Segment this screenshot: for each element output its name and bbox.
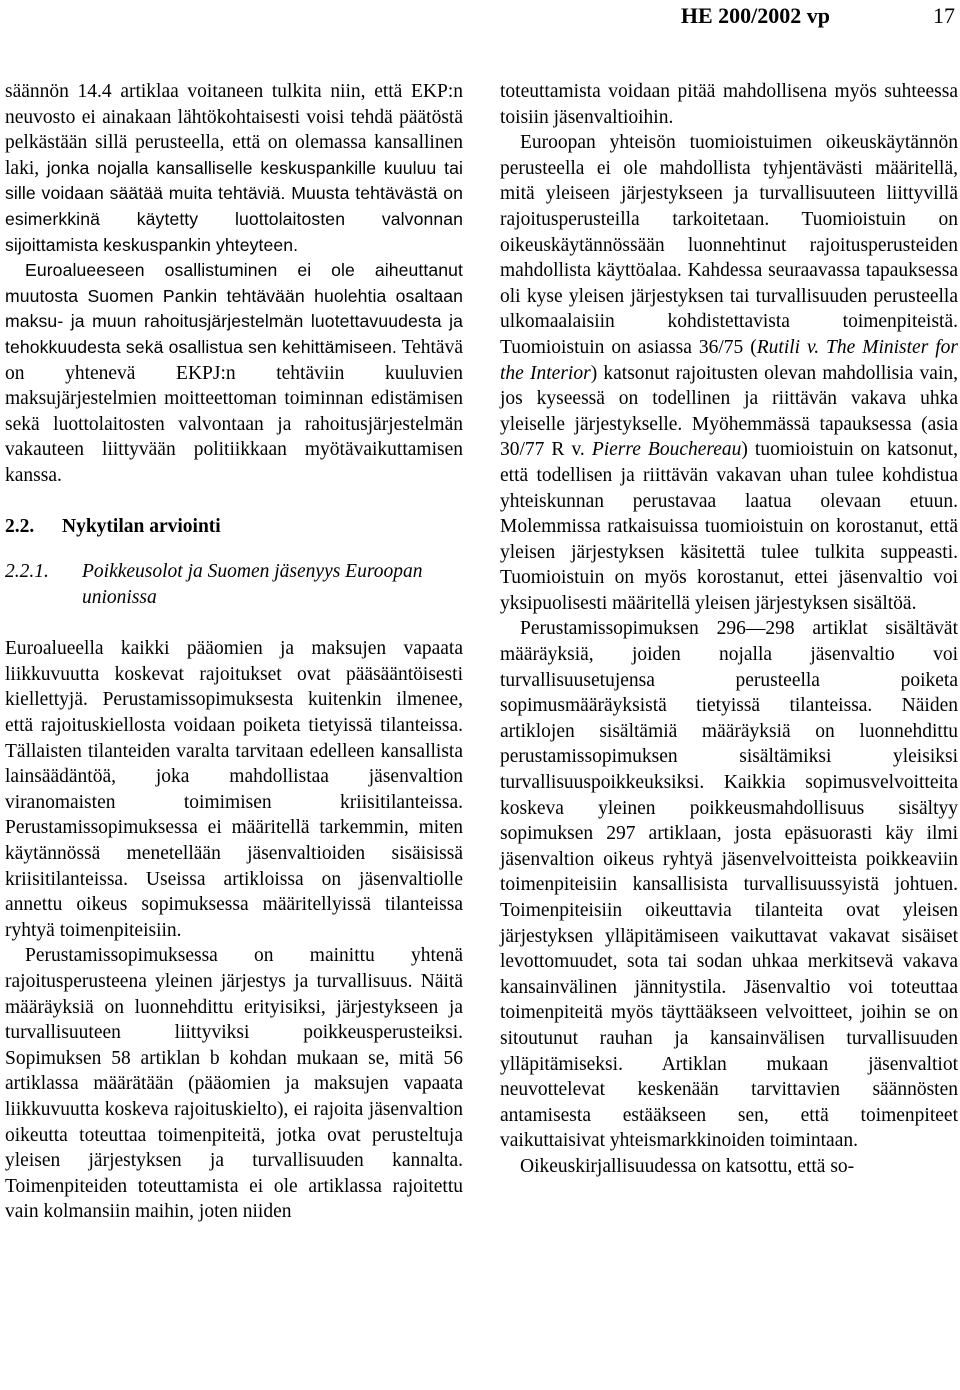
page-number: 17 — [933, 3, 955, 28]
section-title: Nykytilan arviointi — [62, 515, 221, 537]
section-heading — [5, 514, 463, 540]
page-header — [0, 2, 960, 32]
paragraph: Perustamissopimuksen 296—298 artiklat sisältävät määräyksiä, joiden nojalla jäsenvaltio voi turvallisuusetujensa perusteella poiketa sopimusmääräyksistä tietyissä tilanteissa. Näiden artiklojen sisältämiä määräyksiä on luonnehdittu perustamissopimuksen sisältämiksi yleisiksi turvallisuuspoikkeuksiksi. Kaikkia sopimusvelvoitteita koskeva yleinen poikkeusmahdollisuus sisältyy sopimuksen 297 artiklaan, josta epäsuorasti käy ilmi jäsenvaltion oikeus ryhtyä jäsenvelvoitteista poikkeaviin toimenpiteisiin kansallisista turvallisuussyistä johtuen. Toimenpiteisiin oikeuttavia tilanteita ovat yleisen järjestyksen ylläpitämiseen vaikuttavat vakavat sisäiset levottomuudet, sota tai sodan uhkaa merkitsevä vakava kansainvälinen jännitystila. Jäsenvaltio voi toteuttaa toimenpiteitä myös täyttääkseen velvoitteet, joihin se on sitoutunut rauhan ja kansainvälisen turvallisuuden ylläpitämiseksi. Artiklan mukaan jäsenvaltiot neuvottelevat keskenään tarvittavien säännösten antamisesta estääkseen sen, että toimenpiteet vaikuttaisivat yhteismarkkinoiden toimintaan. — [500, 618, 958, 1152]
subsection-number: 2.2.1. — [5, 561, 49, 583]
sans-text: jonka nojalla kansalliselle keskuspankille kuuluu tai sille voidaan säätää muita tehtäviä. Muusta tehtävästä on esimerkkinä käytetty luottolaitosten valvonnan sijoittamista keskuspankin yhteyteen. — [5, 157, 464, 255]
case-name: Pierre Bouchereau — [591, 439, 742, 461]
right-column — [500, 79, 958, 1180]
document-id: HE 200/2002 vp — [680, 3, 830, 28]
section-number: 2.2. — [5, 515, 35, 537]
paragraph: Euroalueella kaikki pääomien ja maksujen vapaata liikkuvuutta koskevat rajoitukset ovat pääsääntöisesti kiellettyjä. Perustamissopimuksesta kuitenkin ilmenee, että rajoituskiellosta voidaan poiketa tietyissä tilanteissa. Tällaisten tilanteiden varalta tarvitaan edelleen kansallista lainsäädäntöä, joka mahdollistaa jäsenvaltion viranomaisten toimimisen kriisitilanteissa. Perustamissopimuksessa ei määritellä tarkemmin, miten käytännössä menetellään jäsenvaltioiden sisäisissä kriisitilanteissa. Useissa artikloissa on jäsenvaltiolle annettu oikeus sopimuksessa määritellyissä tilanteissa ryhtyä toimenpiteisiin. — [5, 638, 463, 941]
paragraph: Perustamissopimuksessa on mainittu yhtenä rajoitusperusteena yleinen järjestys ja turvallisuus. Näitä määräyksiä on luonnehdittu erityisiksi, järjestykseen ja turvallisuuteen liittyviksi poikkeusperusteiksi. Sopimuksen 58 artiklan b kohdan mukaan se, mitä 56 artiklassa määrätään (pääomien ja maksujen vapaata liikkuvuutta koskeva rajoituskielto), ei rajoita jäsenvaltion oikeutta toteuttaa toimenpiteitä, jotka ovat perusteltuja yleisen järjestyksen ja turvallisuuden kannalta. Toimenpiteiden toteuttamista ei ole artiklassa rajoitettu vain kolmansiin maihin, joten niiden — [5, 945, 463, 1223]
subsection-heading — [5, 559, 463, 610]
sans-text: Euroalueeseen osallistuminen ei ole aiheuttanut muutosta Suomen Pankin tehtävään huolehtia osaltaan maksu- ja muun rahoitusjärjestelmän luotettavuudesta ja tehokkuudesta sekä osallistua sen kehittämiseen. — [5, 260, 463, 357]
paragraph: Euroalueeseen osallistuminen ei ole aiheuttanut muutosta Suomen Pankin tehtävään huolehtia osaltaan maksu- ja muun rahoitusjärjestelmän luotettavuudesta ja tehokkuudesta sekä osallistua sen kehittämiseen. Tehtävä on yhtenevä EKPJ:n tehtäviin kuuluvien maksujärjestelmien moitteettoman toiminnan edistämisen sekä luottolaitosten valvontaan ja rahoitusjärjestelmän vakauteen liittyvään politiikkaan myötävaikuttamisen kanssa. — [5, 260, 463, 486]
paragraph: Oikeuskirjallisuudessa on katsottu, että so- — [520, 1155, 855, 1177]
paragraph: Euroopan yhteisön tuomioistuimen oikeuskäytännön perusteella ei ole mahdollista tyhjentävästi määritellä, mitä yleiseen järjestykseen ja turvallisuuteen liittyvillä rajoitusperusteilla tarkoitetaan. Tuomioistuin on oikeuskäytännössään luonnehtinut rajoitusperusteiden mahdollista käyttöalaa. Kahdessa seuraavassa tapauksessa oli kyse yleisen järjestyksen tai turvallisuuden perusteella ulkomaalaisiin kohdistettavista toimenpiteistä. Tuomioistuin on asiassa 36/75 (Rutili v. The Minister for the Interior) katsonut rajoitusten olevan mahdollisia vain, jos kyseessä on todellinen ja riittävän vakava uhka yleiselle järjestykselle. Myöhemmässä tapauksessa (asia 30/77 R v. Pierre Bouchereau) tuomioistuin on katsonut, että todellisen ja riittävän vakavan uhan tulee kohdistua yhteiskunnan perustavaa laatua olevaan etuun. Molemmissa ratkaisuissa tuomioistuin on korostanut, että yleisen järjestyksen käsitettä tulee tulkita suppeasti. Tuomioistuin on myös korostanut, ettei jäsenvaltio voi yksipuolisesti määritellä yleisen järjestyksen sisältöä. — [500, 132, 958, 614]
paragraph: säännön 14.4 artiklaa voitaneen tulkita niin, että EKP:n neuvosto ei ainakaan lähtökohtaisesti voisi tehdä päätöstä pelkästään sillä perusteella, että on olemassa kansallinen laki, jonka nojalla kansalliselle keskuspankille kuuluu tai sille voidaan säätää muita tehtäviä. Muusta tehtävästä on esimerkkinä käytetty luottolaitosten valvonnan sijoittamista keskuspankin yhteyteen. — [5, 81, 464, 255]
left-column — [5, 79, 463, 1225]
case-name: Rutili v. The Minister for the Interior — [500, 336, 958, 384]
subsection-title: Poikkeusolot ja Suomen jäsenyys Euroopan unionissa — [82, 561, 423, 608]
paragraph: toteuttamista voidaan pitää mahdollisena myös suhteessa toisiin jäsenvaltioihin. — [500, 81, 958, 128]
